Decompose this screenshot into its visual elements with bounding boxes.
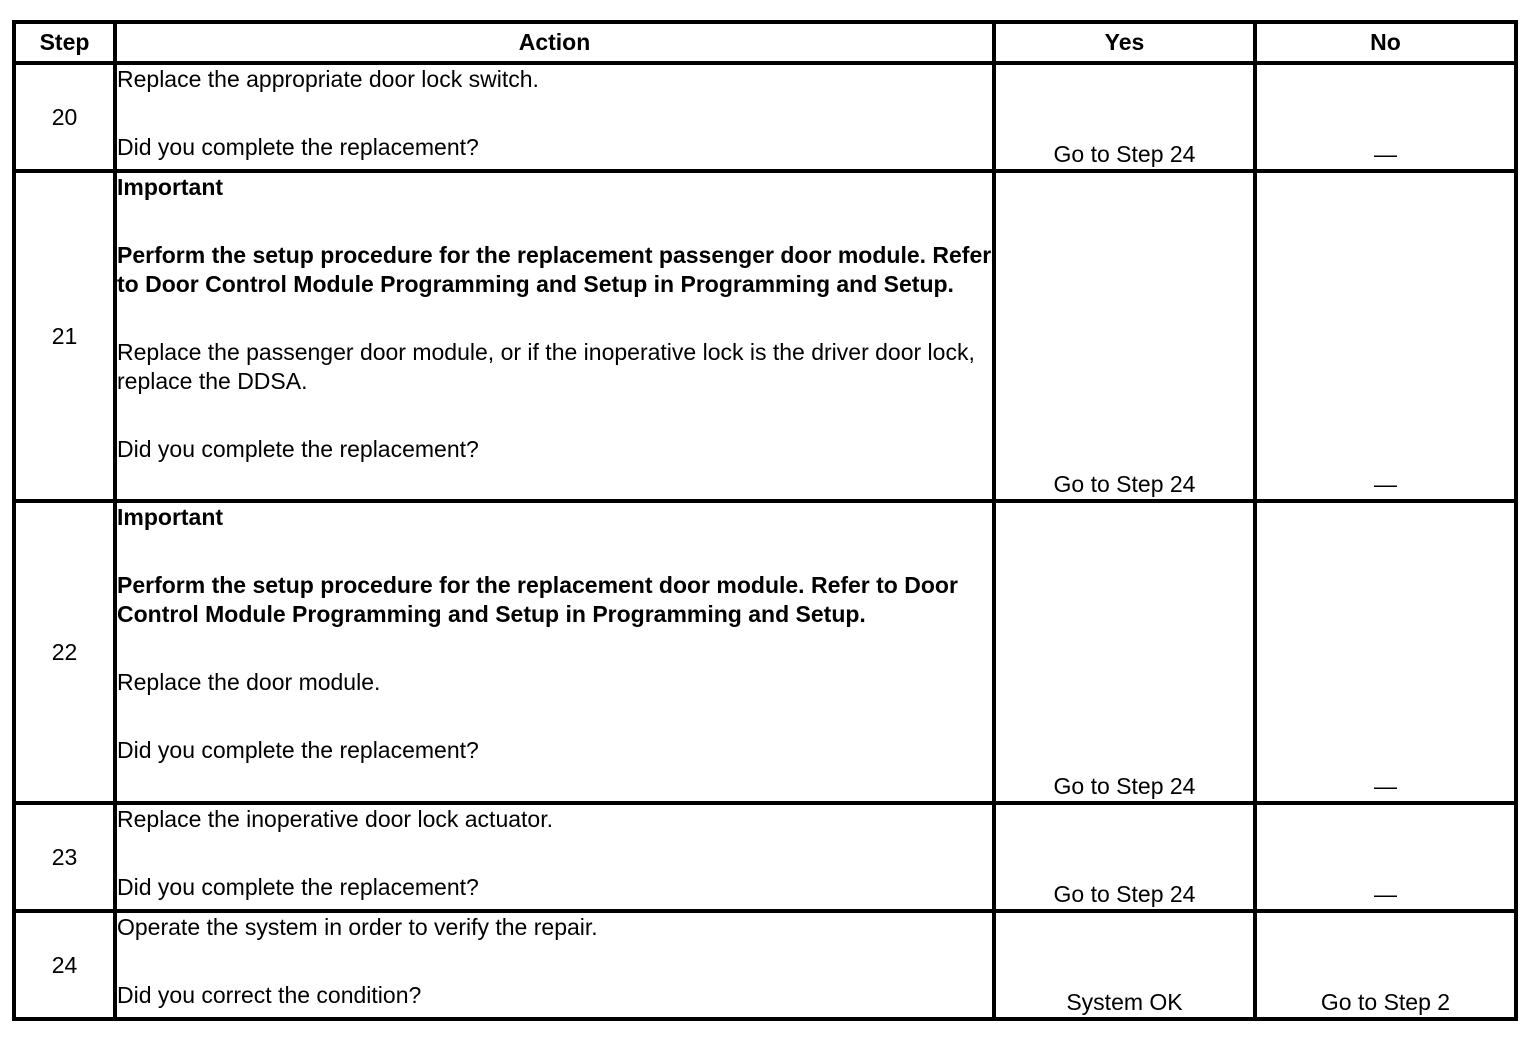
no-result: Go to Step 2: [1255, 911, 1516, 1019]
no-result: —: [1255, 171, 1516, 501]
yes-result: Go to Step 24: [994, 63, 1255, 171]
yes-result: Go to Step 24: [994, 171, 1255, 501]
yes-result: Go to Step 24: [994, 501, 1255, 803]
action-question: Did you complete the replacement?: [117, 737, 479, 763]
action-question: Did you complete the replacement?: [117, 874, 479, 900]
action-text: Replace the passenger door module, or if the inoperative lock is the driver door lock, replace the DDSA.: [117, 339, 975, 394]
header-action: Action: [115, 22, 994, 63]
important-heading: Important: [117, 174, 224, 200]
table-header-row: [14, 22, 1516, 63]
action-cell: [115, 171, 994, 501]
step-number: 20: [14, 63, 115, 171]
important-text: Perform the setup procedure for the replacement passenger door module. Refer to Door Control Module Programming and Setup in Programming and Setup.: [117, 242, 992, 297]
action-text: Replace the inoperative door lock actuator.: [117, 806, 553, 832]
step-number: 21: [14, 171, 115, 501]
table-row: [14, 911, 1516, 1019]
table-row: [14, 171, 1516, 501]
action-cell: [115, 911, 994, 1019]
diagnostic-steps-table: [12, 20, 1518, 1021]
table-row: [14, 63, 1516, 171]
table-row: [14, 501, 1516, 803]
header-step: Step: [14, 22, 115, 63]
step-number: 23: [14, 803, 115, 911]
table-row: [14, 803, 1516, 911]
action-question: Did you complete the replacement?: [117, 134, 479, 160]
action-cell: [115, 63, 994, 171]
action-question: Did you complete the replacement?: [117, 436, 479, 462]
action-text: Operate the system in order to verify the repair.: [117, 914, 598, 940]
no-result: —: [1255, 501, 1516, 803]
action-cell: [115, 501, 994, 803]
header-yes: Yes: [994, 22, 1255, 63]
no-result: —: [1255, 63, 1516, 171]
action-question: Did you correct the condition?: [117, 982, 422, 1008]
action-text: Replace the appropriate door lock switch.: [117, 66, 539, 92]
step-number: 22: [14, 501, 115, 803]
action-cell: [115, 803, 994, 911]
no-result: —: [1255, 803, 1516, 911]
header-no: No: [1255, 22, 1516, 63]
important-heading: Important: [117, 504, 224, 530]
yes-result: Go to Step 24: [994, 803, 1255, 911]
step-number: 24: [14, 911, 115, 1019]
yes-result: System OK: [994, 911, 1255, 1019]
action-text: Replace the door module.: [117, 669, 381, 695]
important-text: Perform the setup procedure for the replacement door module. Refer to Door Control Module Programming and Setup in Programming and Setup.: [117, 572, 958, 627]
